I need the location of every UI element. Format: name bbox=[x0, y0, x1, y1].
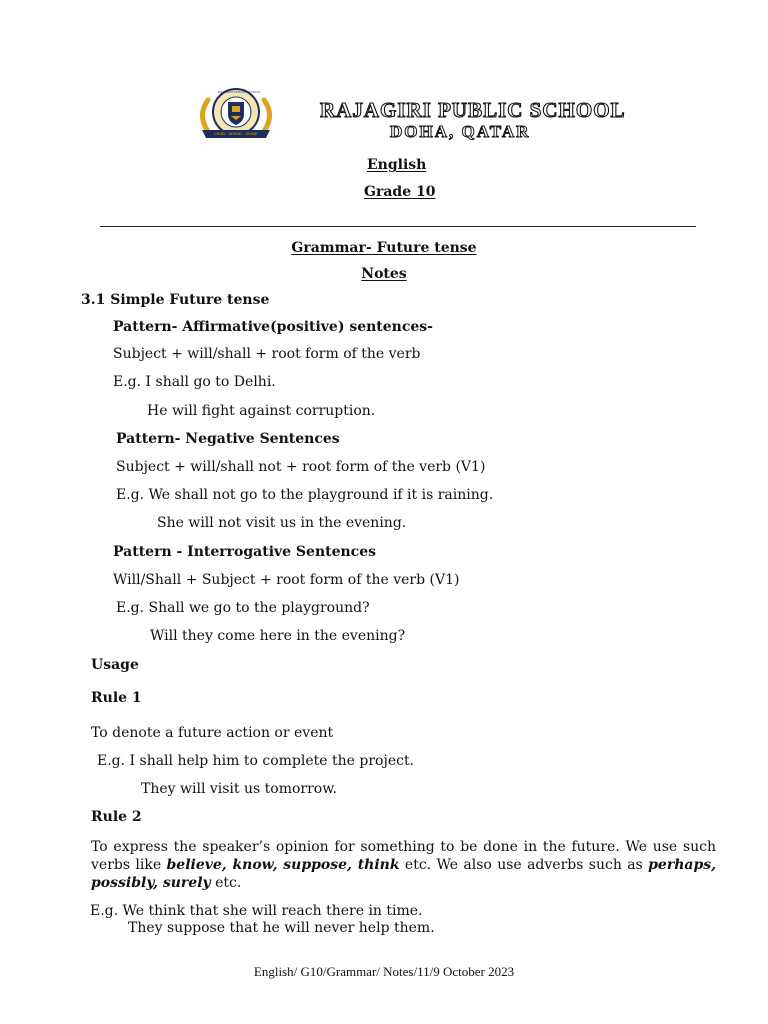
usage-heading: Usage bbox=[91, 657, 139, 673]
rule-2-text-3: etc. bbox=[210, 875, 242, 891]
affirmative-heading: Pattern- Affirmative(positive) sentences- bbox=[113, 319, 433, 335]
subject-heading: English bbox=[367, 157, 427, 173]
header-divider bbox=[100, 226, 696, 227]
rule-2-example-2: They suppose that he will never help them. bbox=[128, 920, 435, 936]
school-logo bbox=[188, 86, 284, 142]
school-name: RAJAGIRI PUBLIC SCHOOL bbox=[320, 98, 626, 122]
affirmative-example-1: E.g. I shall go to Delhi. bbox=[113, 374, 276, 390]
section-title: 3.1 Simple Future tense bbox=[81, 292, 270, 308]
interrogative-example-1: E.g. Shall we go to the playground? bbox=[116, 600, 370, 616]
rule-1-title: Rule 1 bbox=[91, 690, 142, 706]
negative-pattern: Subject + will/shall not + root form of the verb (V1) bbox=[116, 459, 486, 475]
logo-arc-text: RAJAGIRI PUBLIC SCHOOL bbox=[218, 90, 261, 94]
rule-1-description: To denote a future action or event bbox=[91, 725, 334, 741]
rule-2-verbs: believe, know, suppose, think bbox=[166, 857, 400, 873]
negative-example-1: E.g. We shall not go to the playground if it is raining. bbox=[116, 487, 494, 503]
school-location: DOHA, QATAR bbox=[390, 122, 531, 141]
affirmative-pattern: Subject + will/shall + root form of the verb bbox=[113, 346, 421, 362]
rule-1-example-2: They will visit us tomorrow. bbox=[141, 781, 337, 797]
rule-2-text-1: To express the speaker’s opinion for something to be done in the future. We use such verbs like bbox=[91, 839, 716, 873]
rule-2-adverbs: perhaps, possibly, surely bbox=[91, 857, 716, 891]
rule-2-example-1: E.g. We think that she will reach there in time. bbox=[90, 903, 423, 919]
interrogative-example-2: Will they come here in the evening? bbox=[150, 628, 406, 644]
logo-ribbon-text: LEAD · SERVE · SHINE bbox=[214, 131, 258, 136]
rule-2-text-2: etc. We also use adverbs such as bbox=[399, 857, 649, 873]
topic-title: Grammar- Future tense bbox=[291, 240, 477, 256]
rule-2-paragraph bbox=[91, 838, 716, 892]
negative-example-2: She will not visit us in the evening. bbox=[157, 515, 407, 531]
page-footer: English/ G10/Grammar/ Notes/11/9 October 2023 bbox=[253, 964, 515, 979]
rule-2-title: Rule 2 bbox=[91, 809, 142, 825]
interrogative-pattern: Will/Shall + Subject + root form of the verb (V1) bbox=[113, 572, 460, 588]
rule-1-example-1: E.g. I shall help him to complete the project. bbox=[97, 753, 415, 769]
grade-heading: Grade 10 bbox=[364, 184, 436, 200]
interrogative-heading: Pattern - Interrogative Sentences bbox=[113, 544, 376, 560]
negative-heading: Pattern- Negative Sentences bbox=[116, 431, 340, 447]
notes-title: Notes bbox=[361, 266, 407, 282]
affirmative-example-2: He will fight against corruption. bbox=[147, 403, 376, 419]
